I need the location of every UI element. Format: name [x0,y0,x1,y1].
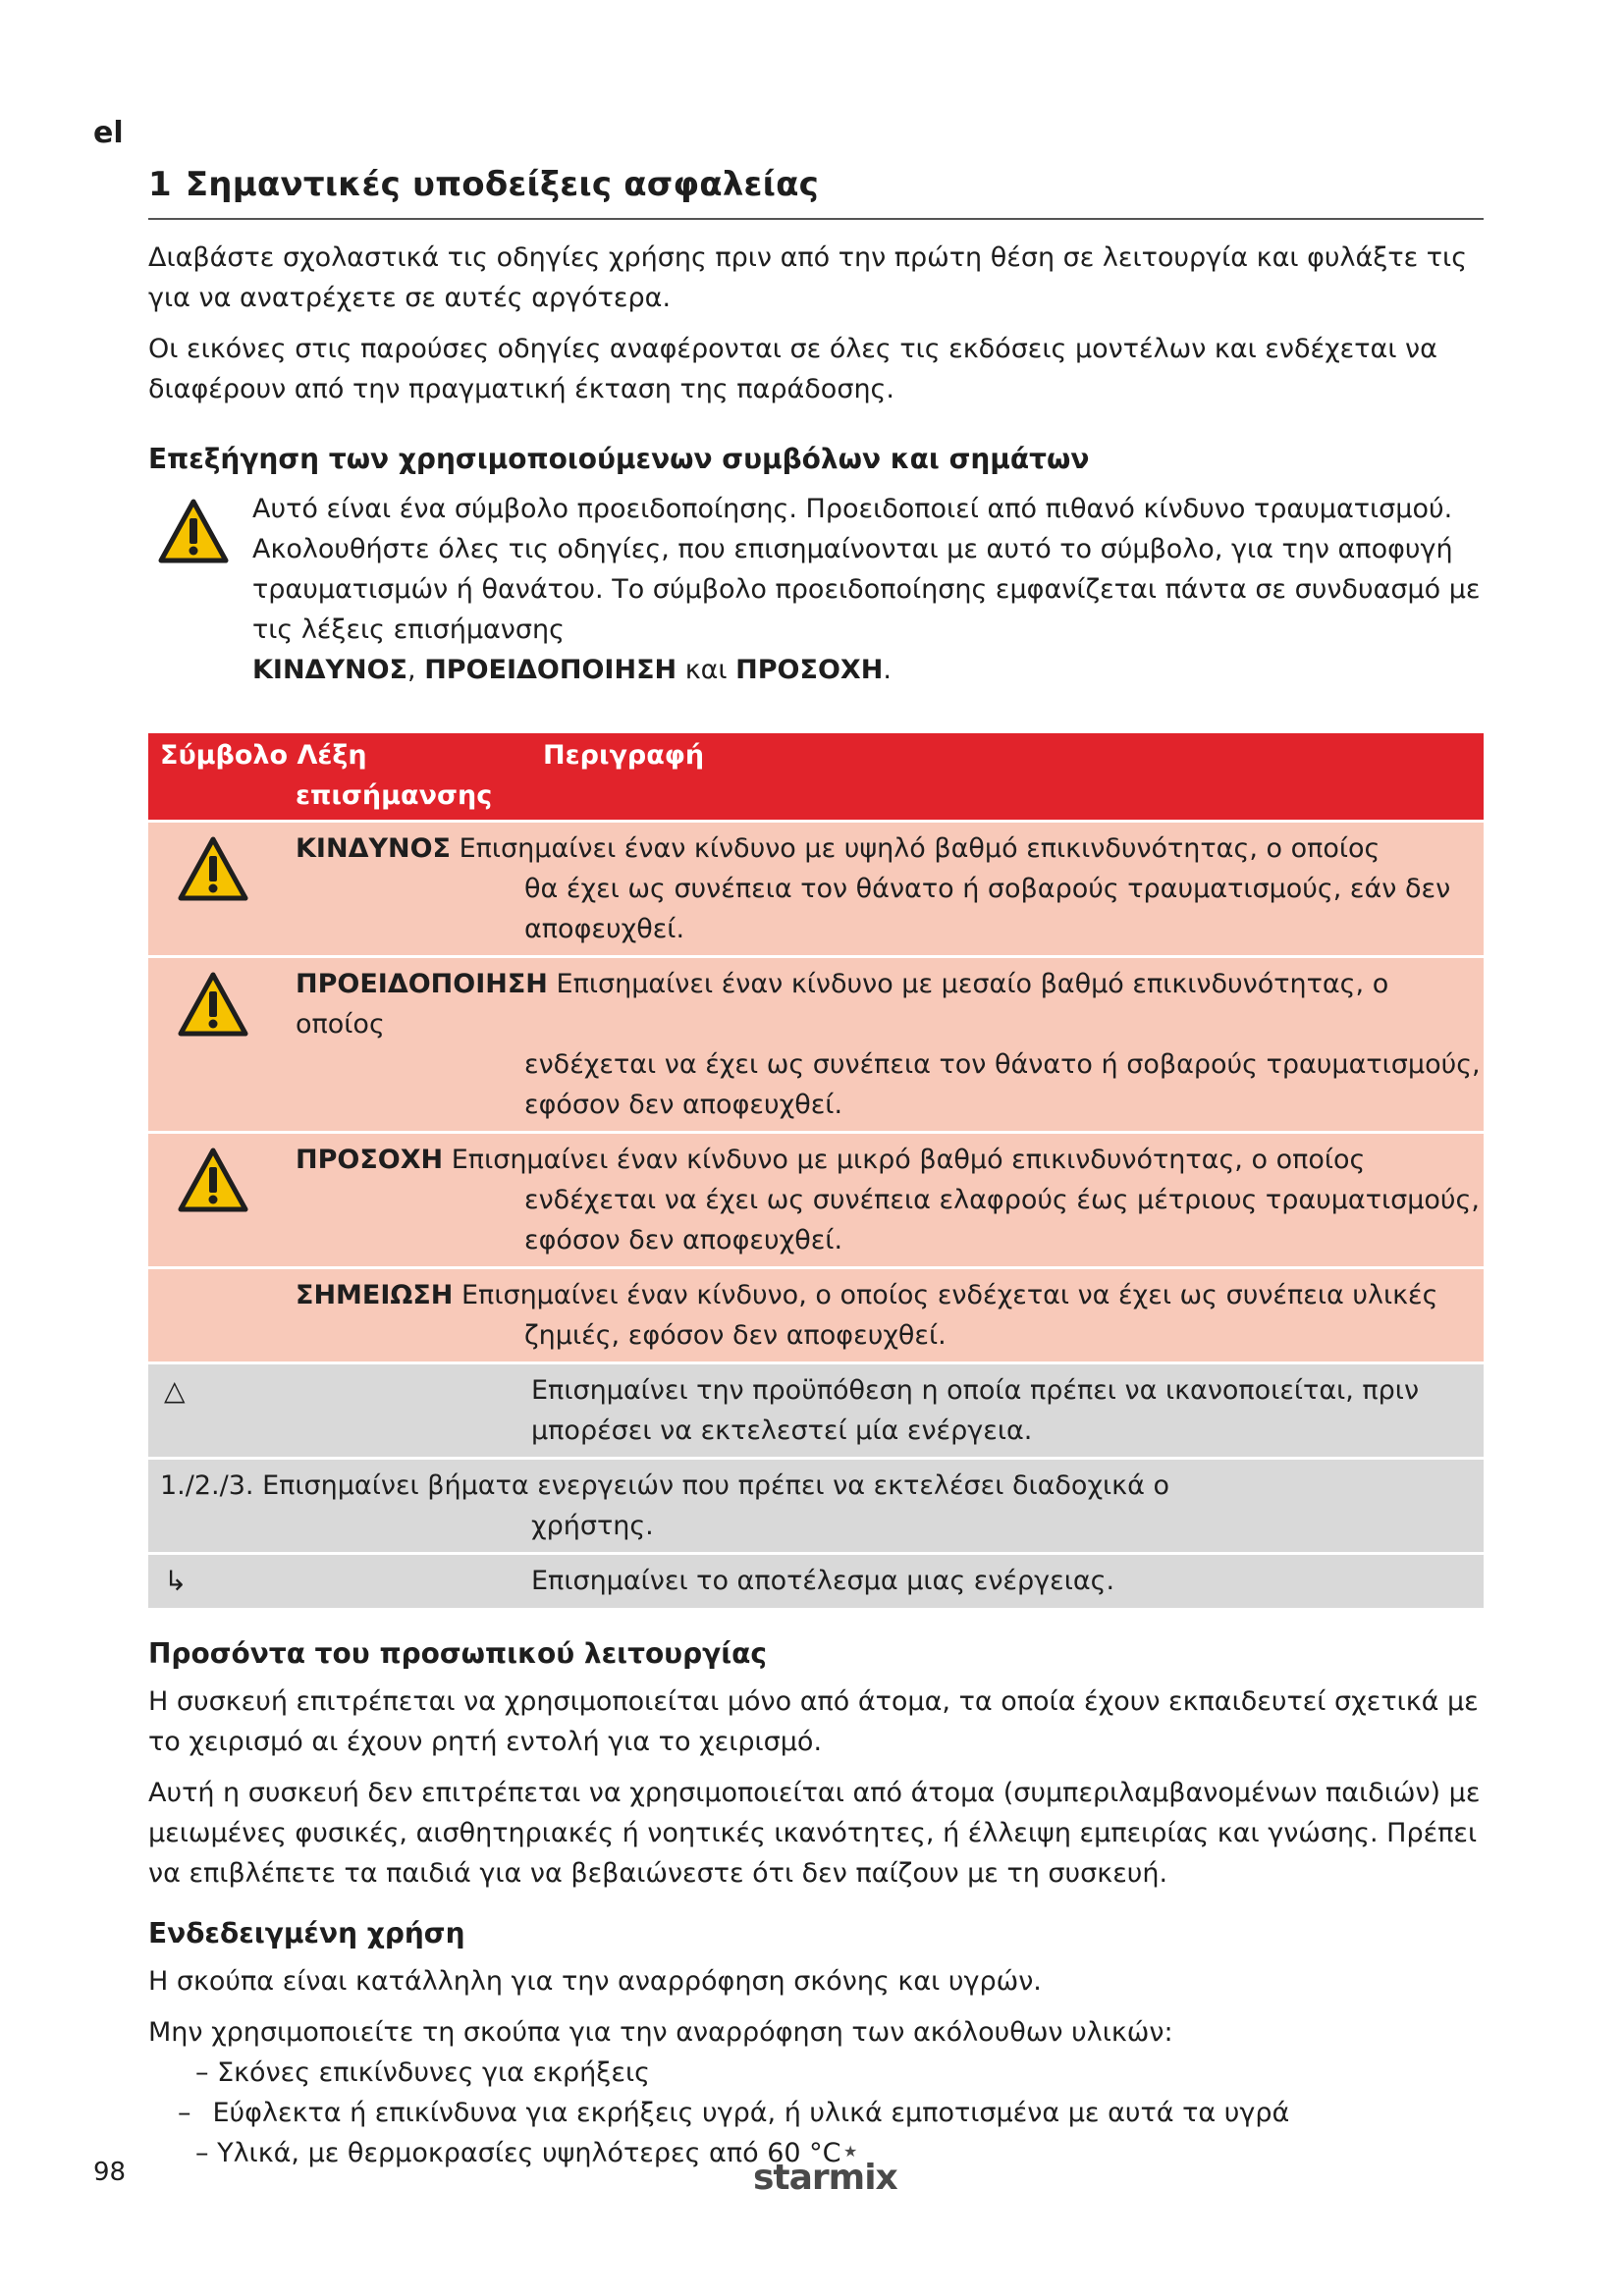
signal-word-warning: ΠΡΟΕΙΔΟΠΟΙΗΣΗ [424,655,677,685]
list-item-text: Εύφλεκτα ή επικίνδυνα για εκρήξεις υγρά, ή υλικά εμποτισμένα με αυτά τα υγρά [212,2098,1290,2128]
warning-triangle-icon [148,964,296,1125]
intro-paragraph-2: Οι εικόνες στις παρούσες οδηγίες αναφέρονται σε όλες τις εκδόσεις μοντέλων και ενδέχεται να διαφέρουν από την πραγματική έκταση της παράδοσης. [148,334,1437,404]
steps-desc-first: Επισημαίνει βήματα ενεργειών που πρέπει να εκτελέσει διαδοχικά ο [262,1470,1169,1501]
period: . [883,655,892,685]
table-row [148,1363,1484,1459]
warning-explanation [148,489,1484,690]
language-code: el [93,116,124,150]
warning-explanation-text [252,489,1484,690]
note-desc-first: Επισημαίνει έναν κίνδυνο, ο οποίος ενδέχεται να έχει ως συνέπεια υλικές [461,1280,1438,1310]
and-word: και [684,655,728,685]
brand-logo-text: starmix [753,2158,897,2198]
signal-words-table [148,733,1484,1608]
symbols-heading: Επεξήγηση των χρησιμοποιούμενων συμβόλων και σημάτων [148,443,1090,475]
header-col1-line1: Σύμβολο Λέξη [160,740,367,771]
table-header [148,733,1484,822]
staff-heading: Προσόντα του προσωπικού λειτουργίας [148,1637,767,1670]
header-col1-line2: επισήμανσης [296,780,493,811]
result-symbol [148,1554,531,1609]
signal-word-danger: ΚΙΝΔΥΝΟΣ [252,655,408,685]
precondition-text: Επισημαίνει την προϋπόθεση η οποία πρέπει να ικανοποιείται, πριν μπορέσει να εκτελεστεί μία ενέργεια. [531,1375,1420,1446]
caution-row [148,1133,1484,1268]
warning-explanation-body: Αυτό είναι ένα σύμβολο προειδοποίησης. Προειδοποιεί από πιθανό κίνδυνο τραυματισμού. Ακολουθήστε όλες τις οδηγίες, που επισημαίνονται με αυτό το σύμβολο, για την αποφυγή τραυματισμών ή θανάτου. Το σύμβολο προειδοποίησης εμφανίζεται πάντα σε συνδυασμό με τις λέξεις επισήμανσης [252,494,1481,645]
table-row [148,1554,1484,1609]
header-description: Περιγραφή [531,733,1484,822]
header-symbol-word [148,733,531,822]
danger-desc-rest: θα έχει ως συνέπεια τον θάνατο ή σοβαρούς τραυματισμούς, εάν δεν αποφευχθεί. [524,874,1451,944]
result-arrow-icon: ↳ [164,1565,188,1597]
term-danger: ΚΙΝΔΥΝΟΣ [296,833,452,864]
chapter-title-text: Σημαντικές υποδείξεις ασφαλείας [185,165,820,204]
term-warning: ΠΡΟΕΙΔΟΠΟΙΗΣΗ [296,969,548,999]
chapter-title [148,165,1484,220]
table-row [148,1459,1484,1554]
result-text: Επισημαίνει το αποτέλεσμα μιας ενέργειας. [531,1566,1115,1596]
staff-paragraph-1: Η συσκευή επιτρέπεται να χρησιμοποιείται μόνο από άτομα, τα οποία έχουν εκπαιδευτεί σχετικά με το χειρισμό αι έχουν ρητή εντολή για το χειρισμό. [148,1686,1479,1757]
list-dash: – [178,2098,191,2128]
caution-desc-first: Επισημαίνει έναν κίνδυνο με μικρό βαθμό επικινδυνότητας, ο οποίος [451,1145,1366,1175]
list-item: – Υλικά, με θερμοκρασίες υψηλότερες από 60 °C [195,2138,841,2168]
warning-triangle-icon [148,1140,296,1260]
logo-star-icon: ★ [843,2142,857,2161]
warning-triangle-icon [148,489,252,690]
danger-desc-first: Επισημαίνει έναν κίνδυνο με υψηλό βαθμό επικινδυνότητας, ο οποίος [459,833,1380,864]
warning-desc-first: Επισημαίνει έναν κίνδυνο με μεσαίο βαθμό επικινδυνότητας, ο οποίος [296,969,1389,1040]
precondition-symbol [148,1363,531,1459]
steps-desc-rest: χρήστης. [531,1511,654,1541]
triangle-outline-icon: △ [164,1374,186,1407]
table-row [148,957,1484,1133]
excluded-materials-list [148,2053,1484,2173]
warning-triangle-icon [148,828,296,949]
intro-paragraph-1: Διαβάστε σχολαστικά τις οδηγίες χρήσης πριν από την πρώτη θέση σε λειτουργία και φυλάξτε τις για να ανατρέχετε σε αυτές αργότερα. [148,242,1468,313]
chapter-number: 1 [148,165,172,204]
warning-row [148,957,1484,1133]
warning-desc-rest: ενδέχεται να έχει ως συνέπεια τον θάνατο ή σοβαρούς τραυματισμούς, εφόσον δεν αποφευχθεί. [524,1049,1481,1120]
precondition-desc [531,1363,1484,1459]
steps-symbol: 1./2./3. [160,1470,254,1501]
intended-use-paragraph-2: Μην χρησιμοποιείτε τη σκούπα για την αναρρόφηση των ακόλουθων υλικών: [148,2017,1173,2048]
list-item: – Σκόνες επικίνδυνες για εκρήξεις [195,2057,650,2088]
signal-word-caution: ΠΡΟΣΟΧΗ [735,655,884,685]
term-note: ΣΗΜΕΙΩΣΗ [296,1280,454,1310]
intended-use-paragraph-1: Η σκούπα είναι κατάλληλη για την αναρρόφηση σκόνης και υγρών. [148,1966,1042,1997]
note-row [148,1268,1484,1363]
list-item [148,2093,1484,2133]
brand-logo [753,2142,897,2198]
danger-row [148,822,1484,957]
term-caution: ΠΡΟΣΟΧΗ [296,1145,444,1175]
page-number: 98 [93,2158,127,2187]
page-content [148,165,1484,2173]
caution-desc-rest: ενδέχεται να έχει ως συνέπεια ελαφρούς έως μέτριους τραυματισμούς, εφόσον δεν αποφευχθεί. [524,1185,1480,1255]
steps-row [148,1459,1484,1554]
comma: , [407,655,416,685]
table-row [148,822,1484,957]
table-row [148,1133,1484,1268]
note-desc-rest: ζημιές, εφόσον δεν αποφευχθεί. [524,1320,947,1351]
table-row [148,1268,1484,1363]
staff-paragraph-2: Αυτή η συσκευή δεν επιτρέπεται να χρησιμοποιείται από άτομα (συμπεριλαμβανομένων παιδιών) με μειωμένες φυσικές, αισθητηριακές ή νοητικές ικανότητες, ή έλλειψη εμπειρίας και γνώσης. Πρέπει να επιβλέπετε τα παιδιά για να βεβαιώνεστε ότι δεν παίζουν με τη συσκευή. [148,1778,1481,1889]
result-desc [531,1554,1484,1609]
intended-use-heading: Ενδεδειγμένη χρήση [148,1917,465,1949]
